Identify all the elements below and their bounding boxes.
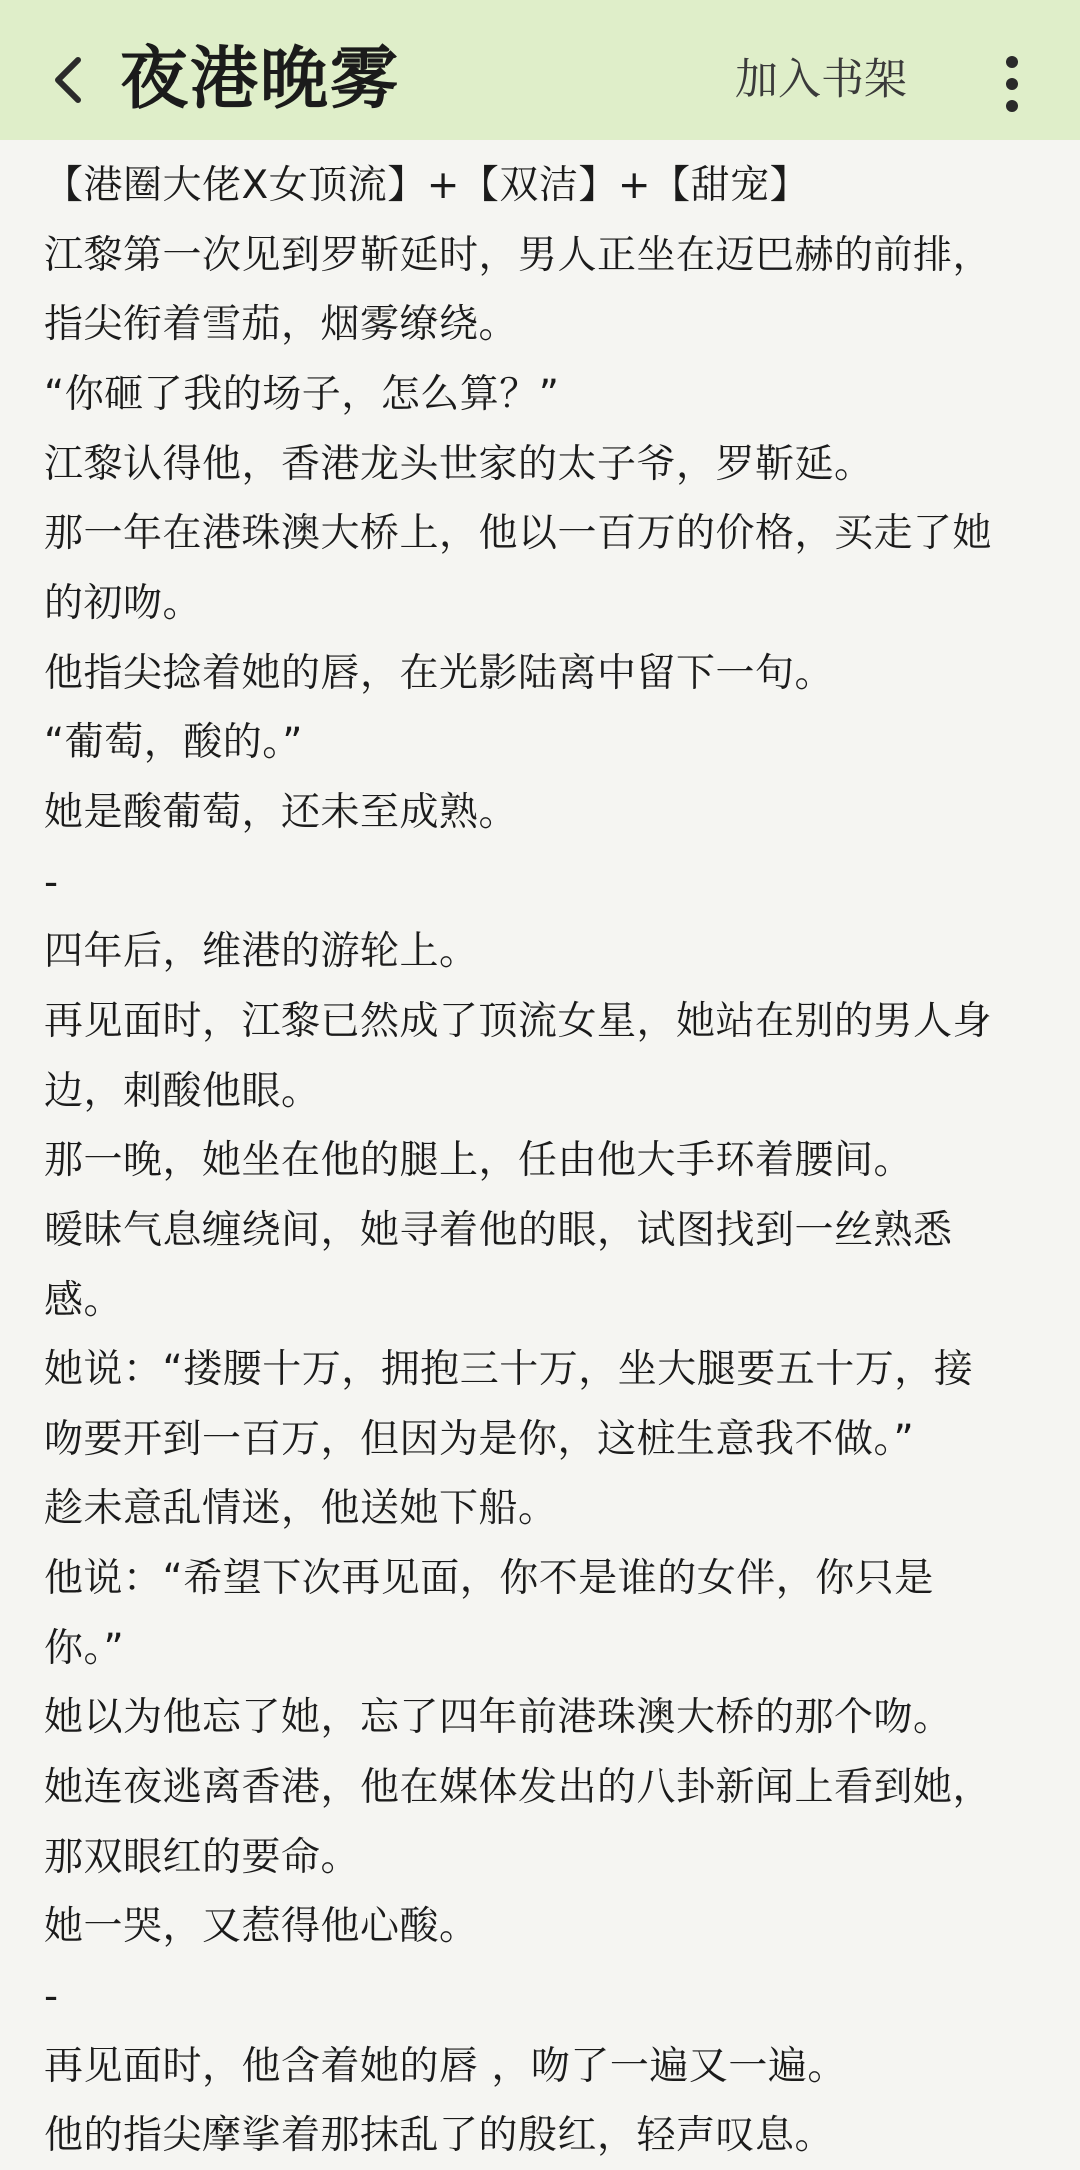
back-button[interactable]	[44, 48, 92, 112]
text-line: -	[44, 1974, 59, 2020]
more-options-button[interactable]	[990, 52, 1034, 116]
text-line: 江黎认得他，香港龙头世家的太子爷，罗靳延。	[44, 441, 874, 487]
text-line: 他的指尖摩挲着那抹乱了的殷红，轻声叹息。	[44, 2113, 835, 2159]
chevron-left-icon	[44, 48, 92, 112]
text-line: 她一哭，又惹得他心酸。	[44, 1904, 479, 1950]
text-line: 再见面时，江黎已然成了顶流女星，她站在别的男人身	[44, 998, 993, 1044]
text-line: -	[44, 859, 59, 905]
add-to-shelf-button[interactable]: 加入书架	[735, 55, 907, 105]
text-line: “你砸了我的场子，怎么算？”	[44, 371, 560, 417]
text-line: 那一年在港珠澳大桥上，他以一百万的价格，买走了她	[44, 511, 993, 557]
text-line: 江黎第一次见到罗靳延时，男人正坐在迈巴赫的前排，	[44, 232, 993, 278]
book-title: 夜港晚雾	[120, 40, 401, 119]
text-line: 指尖衔着雪茄，烟雾缭绕。	[44, 302, 519, 348]
text-line: 她是酸葡萄，还未至成熟。	[44, 789, 519, 835]
text-line: 四年后，维港的游轮上。	[44, 929, 479, 975]
text-line: “葡萄，酸的。”	[44, 720, 303, 766]
text-line: 边，刺酸他眼。	[44, 1068, 321, 1114]
book-description	[0, 140, 1080, 2159]
more-vertical-icon	[990, 52, 1034, 116]
text-line: 你。”	[44, 1625, 125, 1671]
text-line: 暧昧气息缠绕间，她寻着他的眼，试图找到一丝熟悉	[44, 1207, 953, 1253]
text-line: 她说：“搂腰十万，拥抱三十万，坐大腿要五十万，接	[44, 1347, 974, 1393]
text-line: 那双眼红的要命。	[44, 1834, 361, 1880]
text-line: 那一晚，她坐在他的腿上，任由他大手环着腰间。	[44, 1138, 914, 1184]
text-line: 吻要开到一百万，但因为是你，这桩生意我不做。”	[44, 1416, 915, 1462]
text-line: 他指尖捻着她的唇，在光影陆离中留下一句。	[44, 650, 835, 696]
top-app-bar	[0, 0, 1080, 140]
text-line: 她以为他忘了她，忘了四年前港珠澳大桥的那个吻。	[44, 1695, 953, 1741]
text-line: 再见面时，他含着她的唇 ，吻了一遍又一遍。	[44, 2043, 847, 2089]
text-line: 她连夜逃离香港，他在媒体发出的八卦新闻上看到她，	[44, 1765, 993, 1811]
text-line: 趁未意乱情迷，他送她下船。	[44, 1486, 558, 1532]
text-line: 他说：“希望下次再见面，你不是谁的女伴，你只是	[44, 1556, 934, 1602]
text-line: 【港圈大佬X女顶流】+【双洁】+【甜宠】	[44, 163, 810, 208]
text-line: 的初吻。	[44, 580, 203, 626]
text-line: 感。	[44, 1277, 124, 1323]
